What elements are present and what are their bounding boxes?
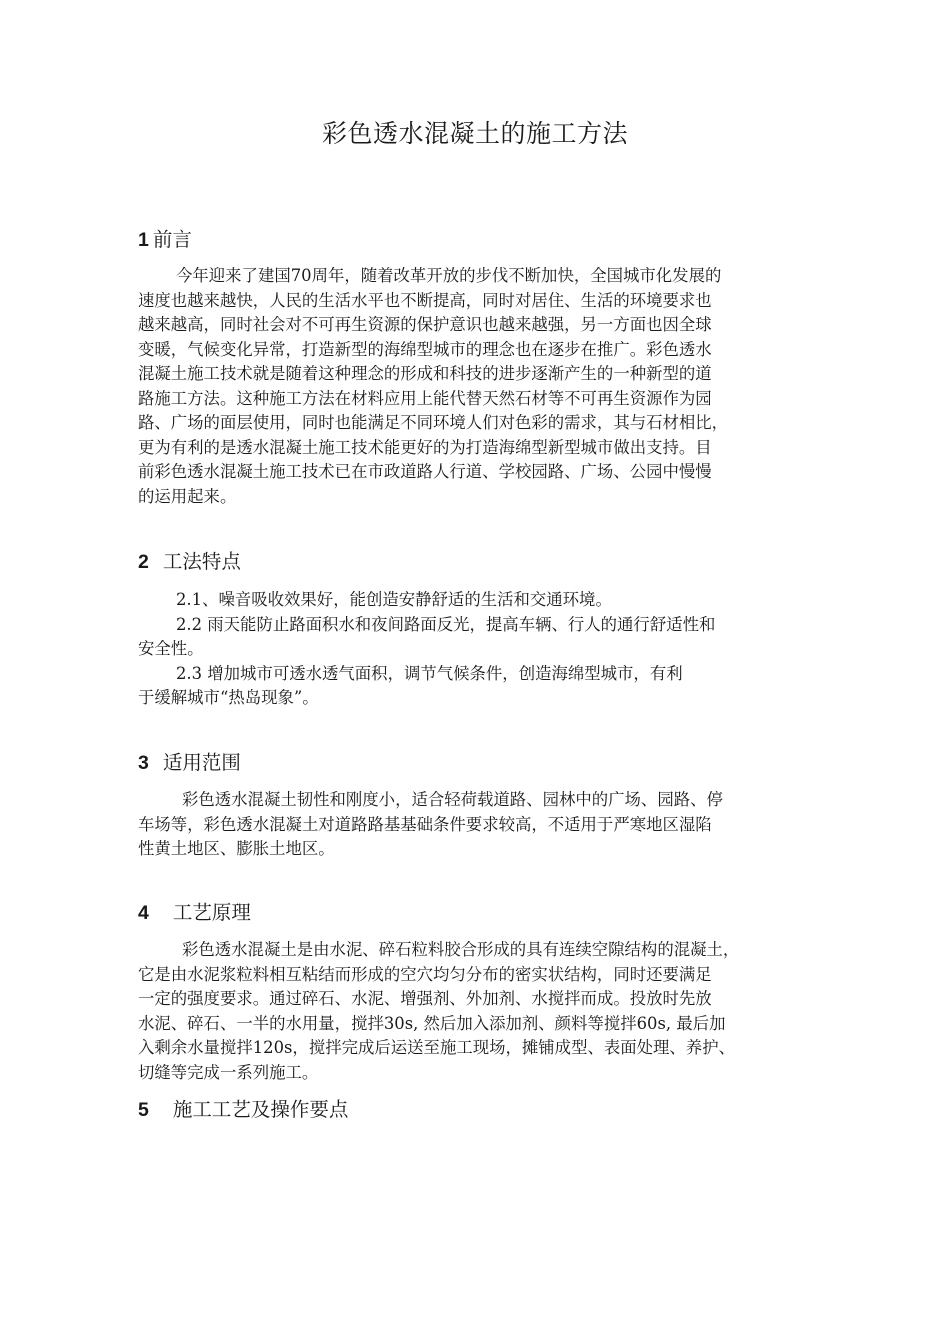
section-body-4 — [138, 938, 818, 1085]
text-line: 2.3 增加城市可透水透气面积，调节气候条件，创造海绵型城市，有利 — [176, 663, 683, 683]
text-line: 一定的强度要求。通过碎石、水泥、增强剂、外加剂、水搅拌而成。投放时先放 — [138, 989, 712, 1008]
text-line: 混凝土施工技术就是随着这种理念的形成和科技的进步逐渐产生的一种新型的道 — [138, 364, 712, 383]
section-heading-3 — [138, 749, 241, 777]
text-line: 它是由水泥浆粒料相互粘结而形成的空穴均匀分布的密实状结构，同时还要满足 — [138, 964, 712, 984]
text-line: 2.1、噪音吸收效果好，能创造安静舒适的生活和交通环境。 — [176, 590, 612, 609]
text-line: 路施工方法。这种施工方法在材料应用上能代替天然石材等不可再生资源作为园 — [138, 388, 712, 408]
section-title: 前言 — [152, 228, 192, 251]
section-number: 2 — [138, 551, 149, 573]
section-number: 1 — [138, 229, 149, 251]
section-number: 3 — [138, 752, 149, 774]
section-body-1 — [138, 264, 818, 509]
text-line: 变暖，气候变化异常，打造新型的海绵型城市的理念也在逐步在推广。彩色透水 — [138, 339, 712, 359]
text-line: 速度也越来越快，人民的生活水平也不断提高，同时对居住、生活的环境要求也 — [138, 290, 712, 310]
text-line: 切缝等完成一系列施工。 — [138, 1062, 319, 1082]
text-line: 越来越高，同时社会对不可再生资源的保护意识也越来越强，另一方面也因全球 — [138, 315, 712, 334]
section-number: 4 — [138, 902, 149, 924]
text-line: 车场等，彩色透水混凝土对道路路基基础条件要求较高，不适用于严寒地区湿陷 — [138, 814, 712, 834]
section-title: 工艺原理 — [172, 901, 251, 924]
text-line: 路、广场的面层使用，同时也能满足不同环境人们对色彩的需求，其与石材相比， — [138, 413, 729, 432]
text-line: 彩色透水混凝土是由水泥、碎石粒料胶合形成的具有连续空隙结构的混凝土， — [182, 940, 740, 959]
section-heading-1 — [138, 226, 192, 254]
text-line: 于缓解城市“热岛现象”。 — [138, 688, 319, 707]
section-number: 5 — [138, 1099, 149, 1121]
text-line: 水泥、碎石、一半的水用量，搅拌30s, 然后加入添加剂、颜料等搅拌60s, 最后加 — [138, 1013, 726, 1033]
section-body-3 — [138, 788, 818, 862]
text-line: 安全性。 — [138, 639, 204, 658]
text-line: 彩色透水混凝土韧性和刚度小，适合轻荷载道路、园林中的广场、园路、停 — [182, 790, 723, 809]
text-line: 前彩色透水混凝土施工技术已在市政道路人行道、学校园路、广场、公园中慢慢 — [138, 462, 712, 481]
section-body-2 — [138, 588, 818, 711]
section-heading-2 — [138, 548, 241, 576]
text-line: 入剩余水量搅拌120s，搅拌完成后运送至施工现场，摊铺成型、表面处理、养护、 — [138, 1038, 735, 1057]
text-line: 性黄土地区、膨胀土地区。 — [138, 839, 335, 858]
document-title: 彩色透水混凝土的施工方法 — [321, 119, 628, 148]
text-line: 的运用起来。 — [138, 486, 237, 506]
section-heading-5 — [138, 1096, 348, 1124]
section-heading-4 — [138, 899, 251, 927]
text-line: 今年迎来了建国70周年，随着改革开放的步伐不断加快，全国城市化发展的 — [176, 266, 722, 285]
section-title: 施工工艺及操作要点 — [172, 1098, 349, 1121]
section-title: 适用范围 — [162, 751, 241, 774]
section-title: 工法特点 — [162, 550, 241, 573]
text-line: 2.2 雨天能防止路面积水和夜间路面反光，提高车辆、行人的通行舒适性和 — [176, 614, 716, 634]
text-line: 更为有利的是透水混凝土施工技术能更好的为打造海绵型新型城市做出支持。目 — [138, 437, 712, 457]
